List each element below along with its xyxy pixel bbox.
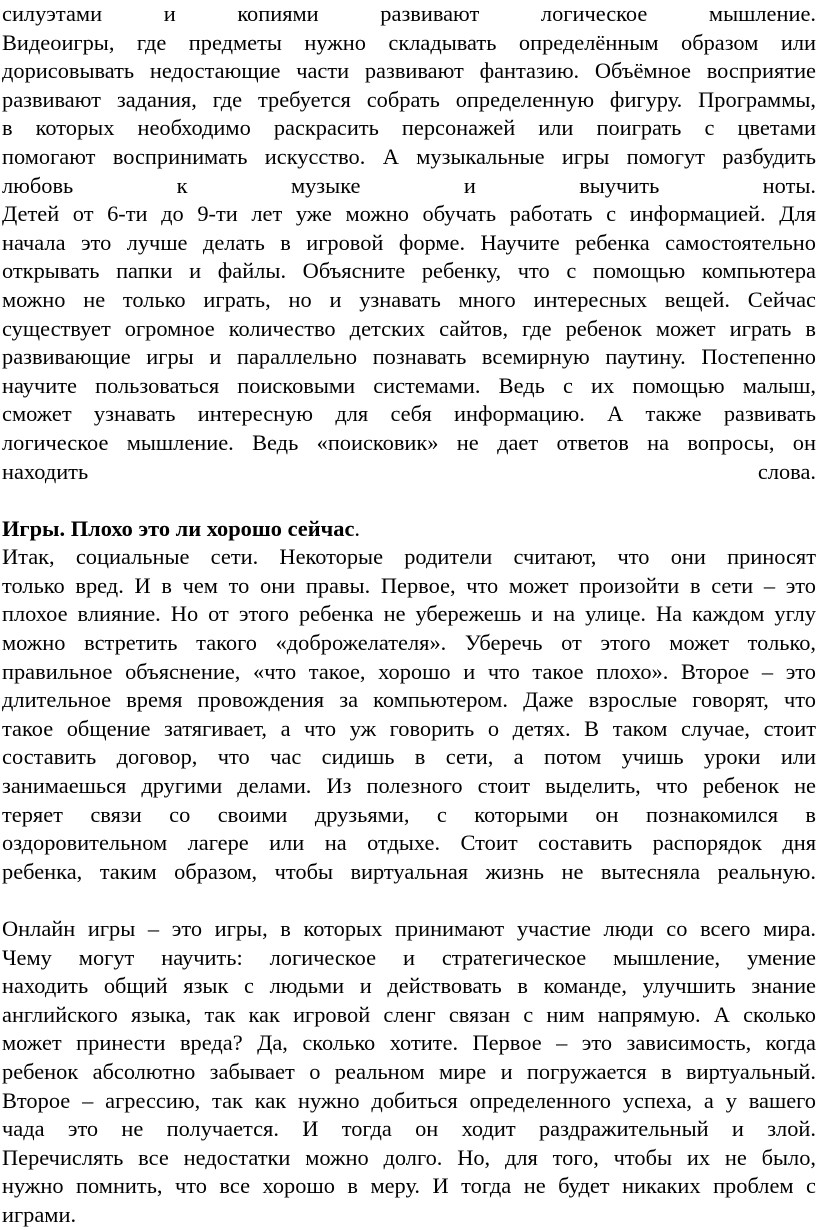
text-line: в которых необходимо раскрасить персонажей или поиграть с цветами bbox=[2, 115, 816, 141]
text-line: можно не только играть, но и узнавать много интересных вещей. Сейчас bbox=[2, 286, 816, 312]
text-line: открывать папки и файлы. Объясните ребенку, что с помощью компьютера bbox=[2, 258, 816, 284]
text-line: развивают задания, где требуется собрать определенную фигуру. Программы, bbox=[2, 86, 816, 112]
text-line: любовь к музыке и выучить ноты. bbox=[2, 172, 816, 198]
text-line: начала это лучше делать в игровой форме. Научите ребенка самостоятельно bbox=[2, 229, 816, 255]
text-line: занимаешься другими делами. Из полезного стоит выделить, что ребенок не bbox=[2, 773, 816, 799]
text-line: английского языка, так как игровой сленг связан с ним напрямую. А сколько bbox=[2, 1001, 816, 1027]
text-line: развивающие игры и параллельно познавать всемирную паутину. Постепенно bbox=[2, 344, 816, 370]
text-line: Второе – агрессию, так как нужно добиться определенного успеха, а у вашего bbox=[2, 1087, 816, 1113]
text-line: Онлайн игры – это игры, в которых принимают участие люди со всего мира. bbox=[2, 916, 816, 941]
section-heading-text: Игры. Плохо это ли хорошо сейчас bbox=[2, 515, 355, 541]
text-line: научите пользоваться поисковыми системами. Ведь с их помощью малыш, bbox=[2, 372, 816, 398]
paragraph-1 bbox=[2, 0, 816, 486]
text-line: помогают воспринимать искусство. А музыкальные игры помогут разбудить bbox=[2, 143, 816, 169]
text-line: находить слова. bbox=[2, 458, 816, 484]
text-line: Итак, социальные сети. Некоторые родители считают, что они приносят bbox=[2, 544, 816, 570]
text-line: такое общение затягивает, а что уж говорить о детях. В таком случае, стоит bbox=[2, 715, 816, 741]
paragraph-3 bbox=[2, 915, 816, 1230]
text-line: оздоровительном лагере или на отдыхе. Стоит составить распорядок дня bbox=[2, 830, 816, 856]
text-line: ребенка, таким образом, чтобы виртуальная жизнь не вытесняла реальную. bbox=[2, 858, 816, 884]
text-line: только вред. И в чем то они правы. Первое, что может произойти в сети – это bbox=[2, 572, 816, 598]
text-line: может принести вреда? Да, сколько хотите. Первое – это зависимость, когда bbox=[2, 1030, 816, 1056]
text-line: правильное объяснение, «что такое, хорошо и что такое плохо». Второе – это bbox=[2, 658, 816, 684]
text-line: нужно помнить, что все хорошо в меру. И тогда не будет никаких проблем с bbox=[2, 1173, 816, 1199]
text-line: играми. bbox=[2, 1201, 77, 1227]
text-line: ребенок абсолютно забывает о реальном мире и погружается в виртуальный. bbox=[2, 1058, 816, 1084]
text-line: логическое мышление. Ведь «поисковик» не дает ответов на вопросы, он bbox=[2, 429, 816, 455]
section-heading bbox=[2, 515, 816, 544]
text-line: Чему могут научить: логическое и стратегическое мышление, умение bbox=[2, 944, 816, 970]
section-heading-suffix: . bbox=[354, 515, 360, 541]
text-line: теряет связи со своими друзьями, с которыми он познакомился в bbox=[2, 801, 816, 827]
text-line: Перечислять все недостатки можно долго. Но, для того, чтобы их не было, bbox=[2, 1144, 816, 1170]
paragraph-gap bbox=[2, 886, 816, 915]
paragraph-2 bbox=[2, 543, 816, 886]
text-line: существует огромное количество детских сайтов, где ребенок может играть в bbox=[2, 315, 816, 341]
text-line: плохое влияние. Но от этого ребенка не убережешь и на улице. На каждом углу bbox=[2, 601, 816, 627]
text-line: можно встретить такого «доброжелателя». Уберечь от этого может только, bbox=[2, 630, 816, 656]
text-line: силуэтами и копиями развивают логическое мышление. bbox=[2, 1, 816, 26]
text-line: длительное время провождения за компьютером. Даже взрослые говорят, что bbox=[2, 687, 816, 713]
text-line: чада это не получается. И тогда он ходит раздражительный и злой. bbox=[2, 1116, 816, 1142]
text-line: составить договор, что час сидишь в сети, а потом учишь уроки или bbox=[2, 744, 816, 770]
text-line: Детей от 6-ти до 9-ти лет уже можно обучать работать с информацией. Для bbox=[2, 201, 816, 227]
text-line: сможет узнавать интересную для себя информацию. А также развивать bbox=[2, 401, 816, 427]
text-line: находить общий язык с людьми и действовать в команде, улучшить знание bbox=[2, 973, 816, 999]
text-line: дорисовывать недостающие части развивают фантазию. Объёмное восприятие bbox=[2, 58, 816, 84]
paragraph-gap bbox=[2, 486, 816, 515]
text-line: Видеоигры, где предметы нужно складывать определённым образом или bbox=[2, 29, 816, 55]
